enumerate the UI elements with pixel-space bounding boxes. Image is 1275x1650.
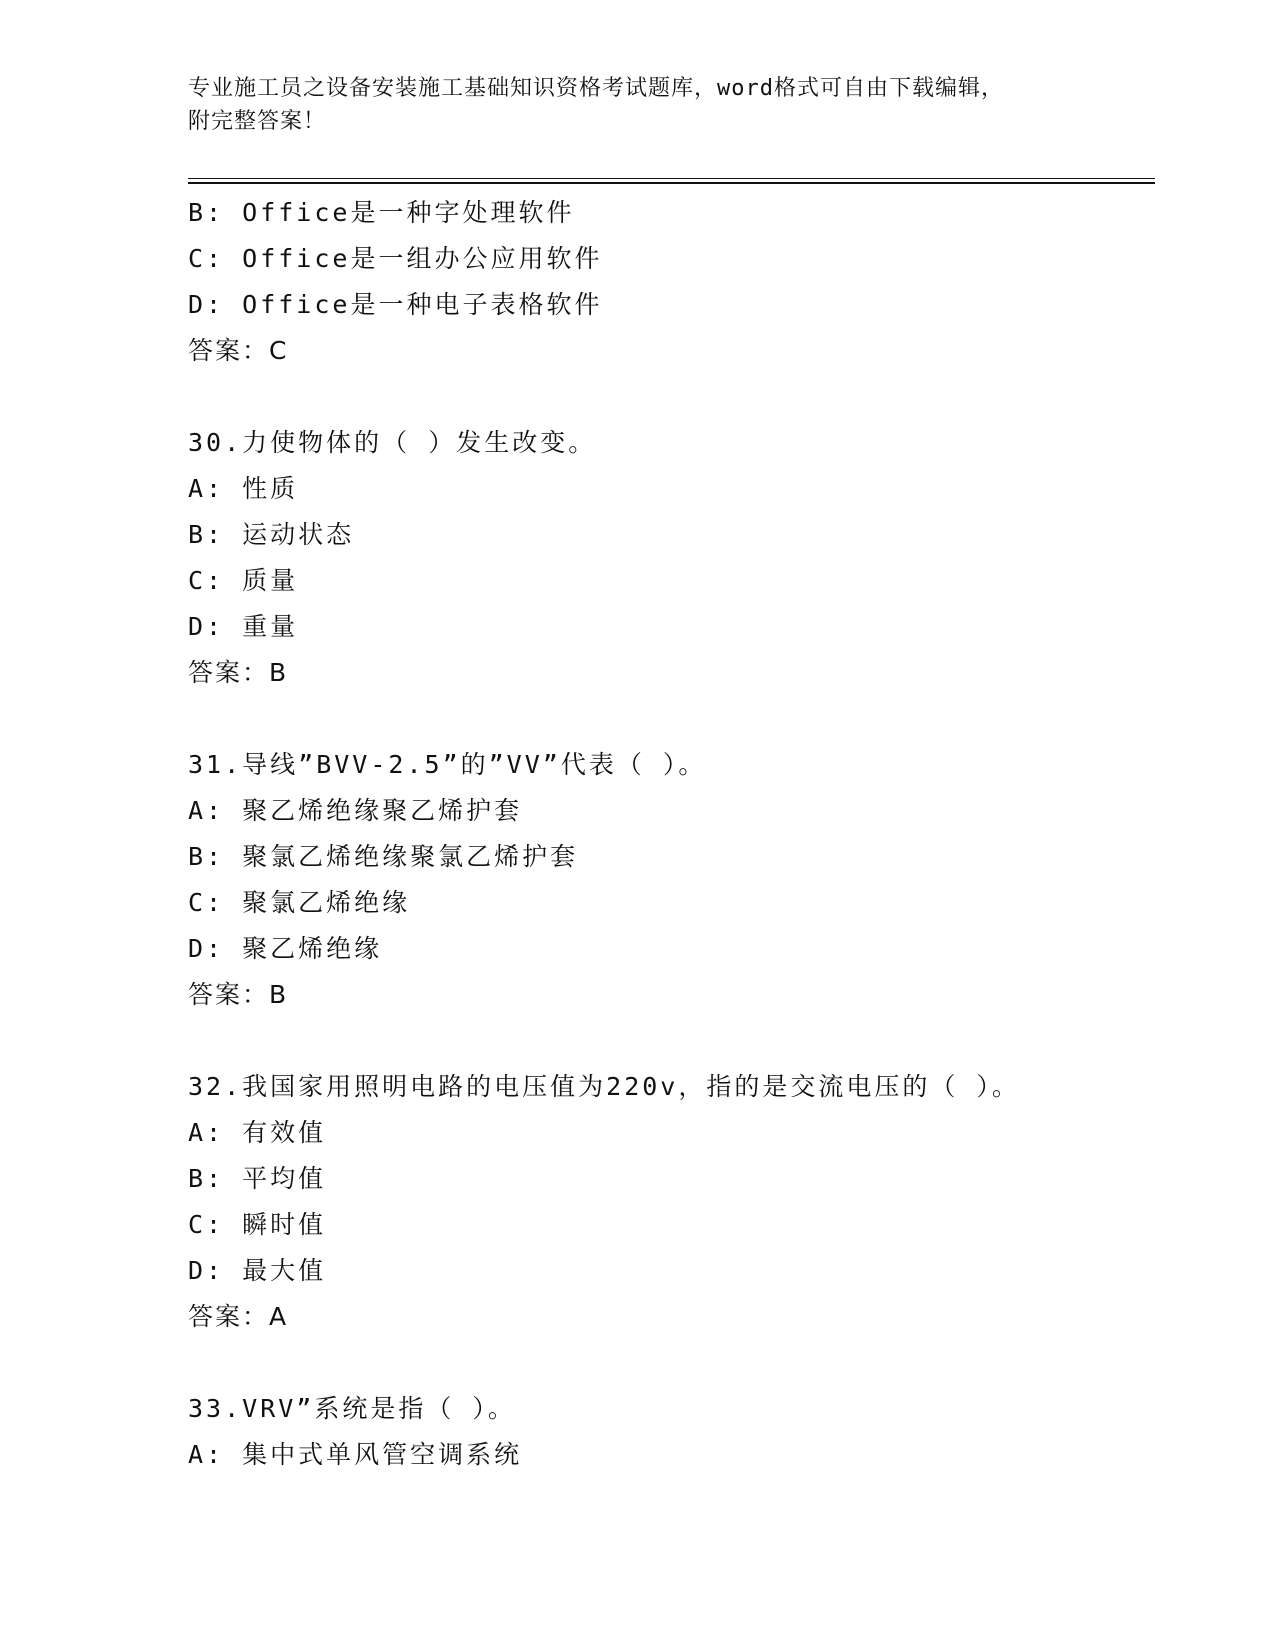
- answer: 答案：A: [188, 1302, 289, 1331]
- question-29-fragment: [188, 190, 1148, 374]
- question-stem: 30.力使物体的（ ）发生改变。: [188, 428, 597, 457]
- question-list: [188, 190, 1148, 1478]
- question-30: [188, 420, 1148, 696]
- option-b: B: Office是一种字处理软件: [188, 198, 575, 227]
- question-stem: 31.导线”BVV-2.5”的”VV”代表（ ）。: [188, 750, 707, 779]
- header-rule-thick: [188, 182, 1155, 184]
- answer: 答案：C: [188, 336, 289, 365]
- option-c: C: 聚氯乙烯绝缘: [188, 888, 411, 917]
- option-d: D: Office是一种电子表格软件: [188, 290, 603, 319]
- option-a: A: 性质: [188, 474, 299, 503]
- question-32: [188, 1064, 1148, 1340]
- answer: 答案：B: [188, 980, 289, 1009]
- option-b: B: 运动状态: [188, 520, 355, 549]
- answer: 答案：B: [188, 658, 289, 687]
- option-d: D: 重量: [188, 612, 299, 641]
- option-b: B: 平均值: [188, 1164, 327, 1193]
- header-line-1: 专业施工员之设备安装施工基础知识资格考试题库，word格式可自由下载编辑，: [188, 76, 1004, 101]
- question-33: [188, 1386, 1148, 1478]
- option-c: C: Office是一组办公应用软件: [188, 244, 603, 273]
- document-header: [188, 72, 1088, 138]
- option-d: D: 最大值: [188, 1256, 327, 1285]
- option-a: A: 集中式单风管空调系统: [188, 1440, 523, 1469]
- option-d: D: 聚乙烯绝缘: [188, 934, 383, 963]
- option-b: B: 聚氯乙烯绝缘聚氯乙烯护套: [188, 842, 579, 871]
- header-line-2: 附完整答案！: [188, 109, 327, 134]
- question-stem: 33.VRV”系统是指（ ）。: [188, 1394, 516, 1423]
- question-31: [188, 742, 1148, 1018]
- option-a: A: 有效值: [188, 1118, 327, 1147]
- option-c: C: 质量: [188, 566, 299, 595]
- question-stem: 32.我国家用照明电路的电压值为220v，指的是交流电压的（ ）。: [188, 1072, 1020, 1101]
- option-a: A: 聚乙烯绝缘聚乙烯护套: [188, 796, 523, 825]
- option-c: C: 瞬时值: [188, 1210, 327, 1239]
- header-rule-thin: [188, 178, 1155, 179]
